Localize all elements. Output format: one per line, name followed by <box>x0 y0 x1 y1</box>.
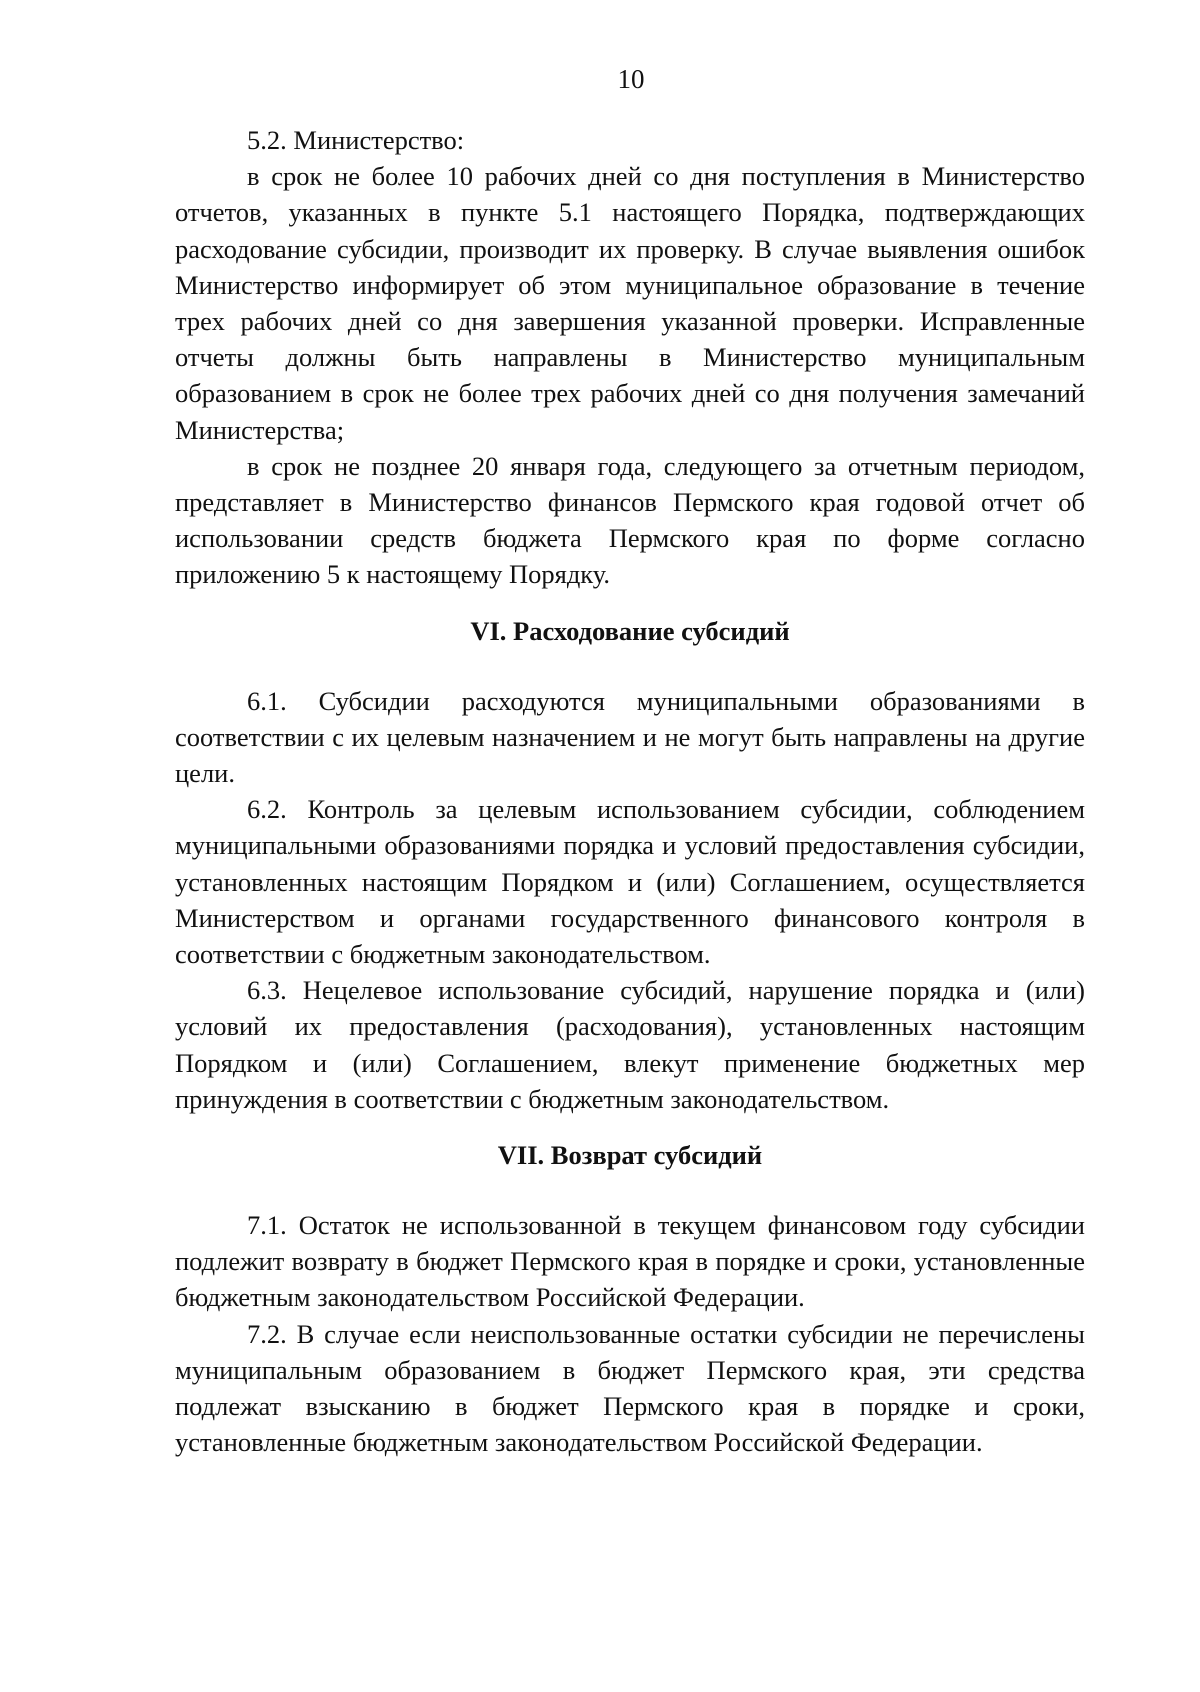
paragraph-6-3: 6.3. Нецелевое использование субсидий, нарушение порядка и (или) условий их предоставления (расходования), установленных настоящим Порядком и (или) Соглашением, влекут применение бюджетных мер принуждения в соответствии с бюджетным законодательством. <box>175 975 1085 1114</box>
spacer <box>175 649 1085 683</box>
paragraph-7-2: 7.2. В случае если неиспользованные остатки субсидии не перечислены муниципальным образованием в бюджет Пермского края, эти средства подлежат взысканию в бюджет Пермского края в порядке и сроки, установленные бюджетным законодательством Российской Федерации. <box>175 1318 1085 1458</box>
spacer <box>175 1117 1085 1137</box>
paragraph-5-2-annual-report: в срок не позднее 20 января года, следующего за отчетным периодом, представляет в Министерство финансов Пермского края годовой отчет об использовании средств бюджета Пермского края по форме согласно приложению 5 к настоящему Порядку. <box>175 450 1085 590</box>
paragraph-5-2: 5.2. Министерство: <box>247 125 465 155</box>
paragraph-7-1: 7.1. Остаток не использованной в текущем финансовом году субсидии подлежит возврату в бюджет Пермского края в порядке и сроки, установленные бюджетным законодательством Российской Федерации. <box>175 1210 1085 1313</box>
section-heading-vii: VII. Возврат субсидий <box>497 1140 763 1171</box>
section-heading-vi: VI. Расходование субсидий <box>470 615 790 646</box>
spacer <box>175 1173 1085 1207</box>
paragraph-5-2-report-check: в срок не более 10 рабочих дней со дня поступления в Министерство отчетов, указанных в пункте 5.1 настоящего Порядка, подтверждающих расходование субсидии, производит их проверку. В случае выявления ошибок Министерство информирует об этом муниципальное образование в течение трех рабочих дней со дня завершения указанной проверки. Исправленные отчеты должны быть направлены в Министерство муниципальным образованием в срок не более трех рабочих дней со дня получения замечаний Министерства; <box>175 161 1085 445</box>
document-body <box>175 122 1085 1461</box>
spacer <box>175 593 1085 613</box>
paragraph-6-2: 6.2. Контроль за целевым использованием субсидии, соблюдением муниципальными образованиями порядка и условий предоставления субсидии, установленных настоящим Порядком и (или) Соглашением, осуществляется Министерством и органами государственного финансового контроля в соответствии с бюджетным законодательством. <box>175 794 1085 970</box>
paragraph-6-1: 6.1. Субсидии расходуются муниципальными образованиями в соответствии с их целевым назначением и не могут быть направлены на другие цели. <box>175 685 1085 789</box>
page-number: 10 <box>617 64 645 94</box>
